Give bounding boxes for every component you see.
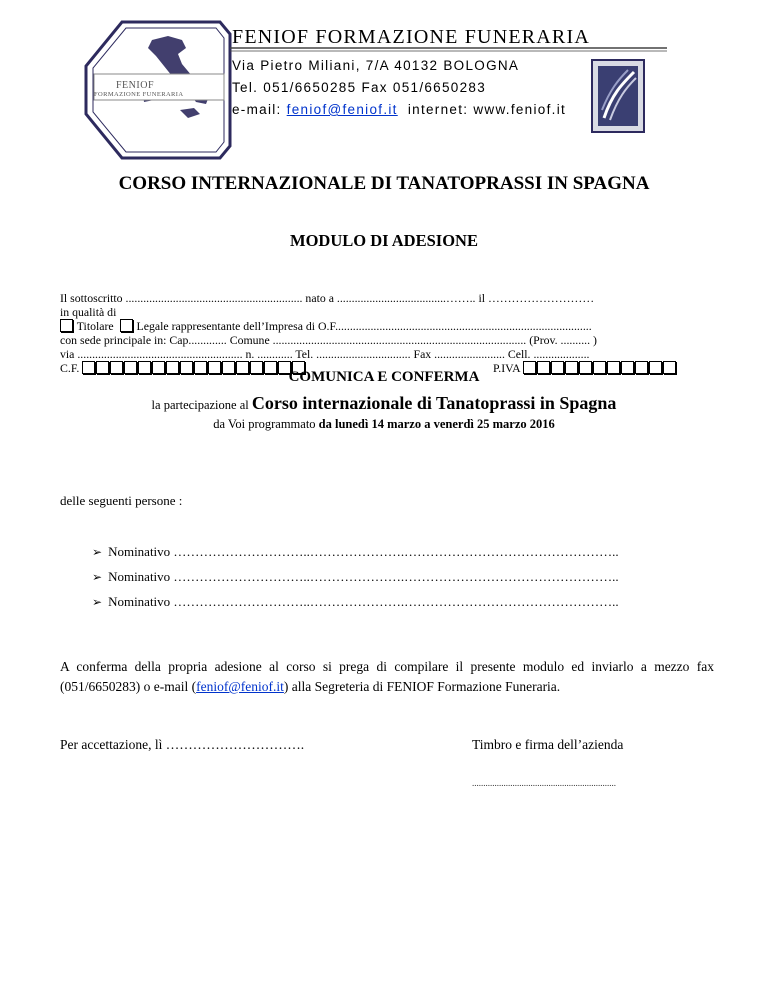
conferma-paragraph: [60, 657, 714, 697]
nominativo-text: Nominativo …………………………..………………….…………………………………………..: [108, 569, 619, 584]
nominativo-row[interactable]: [92, 594, 619, 610]
form-line-ruolo: [60, 319, 592, 334]
accettazione-line[interactable]: Per accettazione, lì ………………………….: [60, 737, 305, 752]
piva-label: P.IVA: [493, 361, 520, 375]
conferma-text-after: ) alla Segreteria di FENIOF Formazione Funeraria.: [283, 679, 561, 694]
corso-name: Corso internazionale di Tanatoprassi in Spagna: [251, 393, 617, 413]
org-phone-fax: Tel. 051/6650285 Fax 051/6650283: [232, 80, 487, 95]
nominativo-row[interactable]: [92, 569, 619, 585]
dates-line: [0, 417, 768, 432]
arrow-bullet-icon: ➢: [92, 545, 103, 559]
form-line-sede: con sede principale in: Cap............. Comune ...................................................................................... (Prov. .......... ): [60, 333, 597, 347]
legale-label: Legale rappresentante dell’Impresa di O.F.......................................................................................: [136, 319, 592, 333]
dates-prefix: da Voi programmato: [213, 417, 319, 431]
form-line-qualita: in qualità di: [60, 305, 117, 319]
cf-label: C.F.: [60, 361, 80, 375]
arrow-bullet-icon: ➢: [92, 595, 103, 609]
form-line-sottoscritto: Il sottoscritto ............................................................ nato a .....................................…….. il ………………………: [60, 291, 595, 305]
nominativo-text: Nominativo …………………………..………………….…………………………………………..: [108, 544, 619, 559]
nominativo-text: Nominativo …………………………..………………….…………………………………………..: [108, 594, 619, 609]
logo-text-formazione: FORMAZIONE FUNERARIA: [94, 91, 184, 98]
timbro-label: Timbro e firma dell’azienda: [472, 737, 624, 752]
letterhead-email-link[interactable]: feniof@feniof.it: [286, 102, 398, 117]
conferma-text-before: A conferma della propria adesione al corso si prega di compilare il presente modulo ed inviarlo a mezzo fax (051/6650283) o e-mail (: [60, 659, 714, 694]
conferma-email-link[interactable]: feniof@feniof.it: [196, 679, 284, 694]
comunica-heading: COMUNICA E CONFERMA: [288, 369, 480, 385]
partecipazione-prefix: la partecipazione al: [151, 398, 252, 412]
persone-label: delle seguenti persone :: [60, 493, 183, 508]
org-address: Via Pietro Miliani, 7/A 40132 BOLOGNA: [232, 58, 520, 73]
legale-checkbox[interactable]: [120, 319, 133, 332]
form-subtitle: MODULO DI ADESIONE: [290, 231, 478, 250]
titolare-checkbox[interactable]: [60, 319, 73, 332]
email-label: e-mail:: [232, 102, 287, 117]
org-contacts: [232, 102, 566, 117]
org-name: FENIOF FORMAZIONE FUNERARIA: [232, 26, 590, 48]
arrow-bullet-icon: ➢: [92, 570, 103, 584]
internet-text: internet: www.feniof.it: [407, 102, 567, 117]
partecipazione-line: [0, 393, 768, 414]
dates-bold: da lunedì 14 marzo a venerdì 25 marzo 2016: [318, 417, 555, 431]
logo-text-feniof: FENIOF: [116, 80, 155, 91]
form-line-via: via ........................................................ n. ............ Tel. ................................ Fax ........................ Cell. ...................: [60, 347, 590, 361]
page-title: CORSO INTERNAZIONALE DI TANATOPRASSI IN SPAGNA: [118, 173, 650, 194]
letterhead: [82, 14, 667, 166]
firma-line[interactable]: ................................................................: [472, 778, 616, 788]
titolare-label: Titolare: [76, 319, 114, 333]
nominativo-row[interactable]: [92, 544, 619, 560]
